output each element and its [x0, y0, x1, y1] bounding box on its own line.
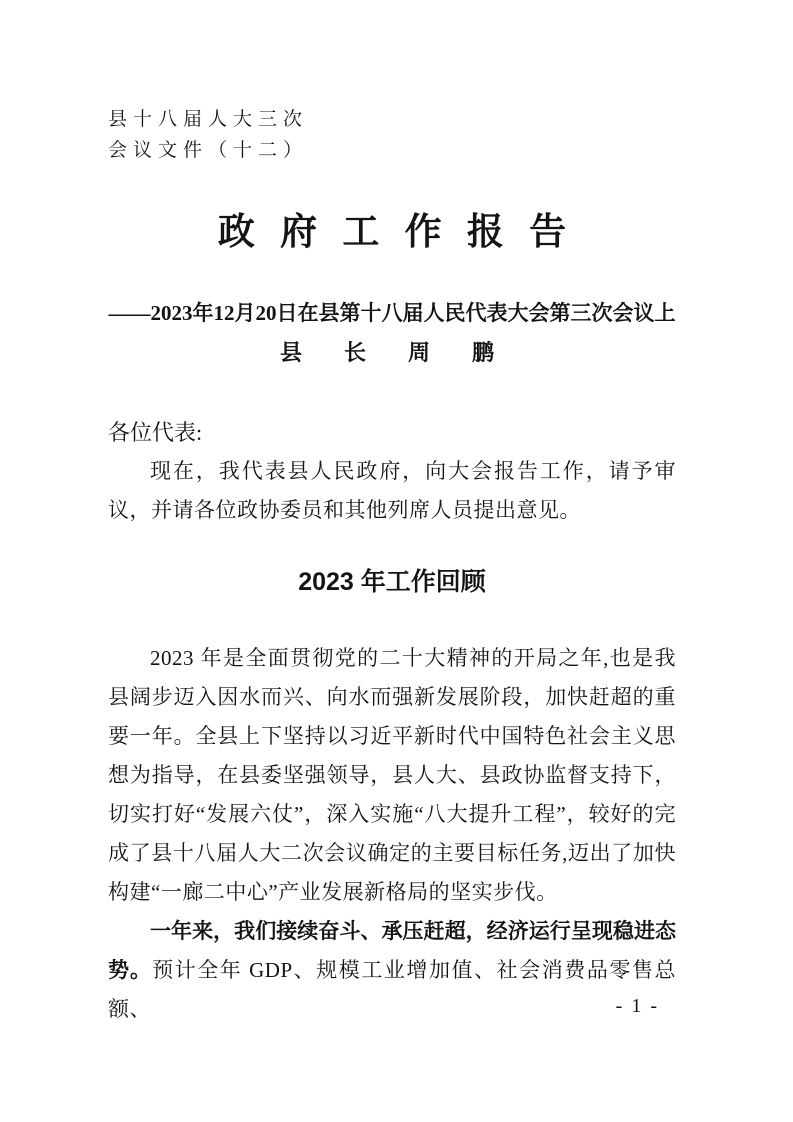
page-number: - 1 -	[615, 995, 659, 1017]
economy-paragraph	[108, 912, 676, 1029]
header-line-2: 会议文件（十二）	[108, 140, 309, 161]
speaker-name: 县 长 周 鹏	[279, 340, 504, 365]
intro-paragraph: 现在，我代表县人民政府，向大会报告工作，请予审议，并请各位政协委员和其他列席人员提出意见。	[108, 459, 676, 522]
section-heading-2023-review: 2023 年工作回顾	[298, 568, 486, 596]
header-line-1: 县十八届人大三次	[108, 109, 309, 130]
review-paragraph: 2023 年是全面贯彻党的二十大精神的开局之年,也是我县阔步迈入因水而兴、向水而强新发展阶段，加快赶超的重要一年。全县上下坚持以习近平新时代中国特色社会主义思想为指导，在县委坚强领导，县人大、县政协监督支持下，切实打好“发展六仗”，深入实施“八大提升工程”，较好的完成了县十八届人大二次会议确定的主要目标任务,迈出了加快构建“一廊二中心”产业发展新格局的坚实步伐。	[108, 646, 676, 904]
document-title: 政 府 工 作 报 告	[217, 212, 575, 253]
document-header	[108, 104, 676, 166]
review-section	[108, 639, 676, 1029]
salutation: 各位代表:	[108, 420, 203, 445]
document-content	[0, 104, 793, 1029]
economy-paragraph-bold-lead: 一年来，我们接续奋斗、承压赶超，经济运行呈现稳进态势。	[108, 920, 676, 982]
document-subtitle: ——2023年12月20日在县第十八届人民代表大会第三次会议上	[108, 301, 676, 325]
economy-paragraph-rest: 预计全年 GDP、规模工业增加值、社会消费品零售总额、	[108, 958, 676, 1021]
